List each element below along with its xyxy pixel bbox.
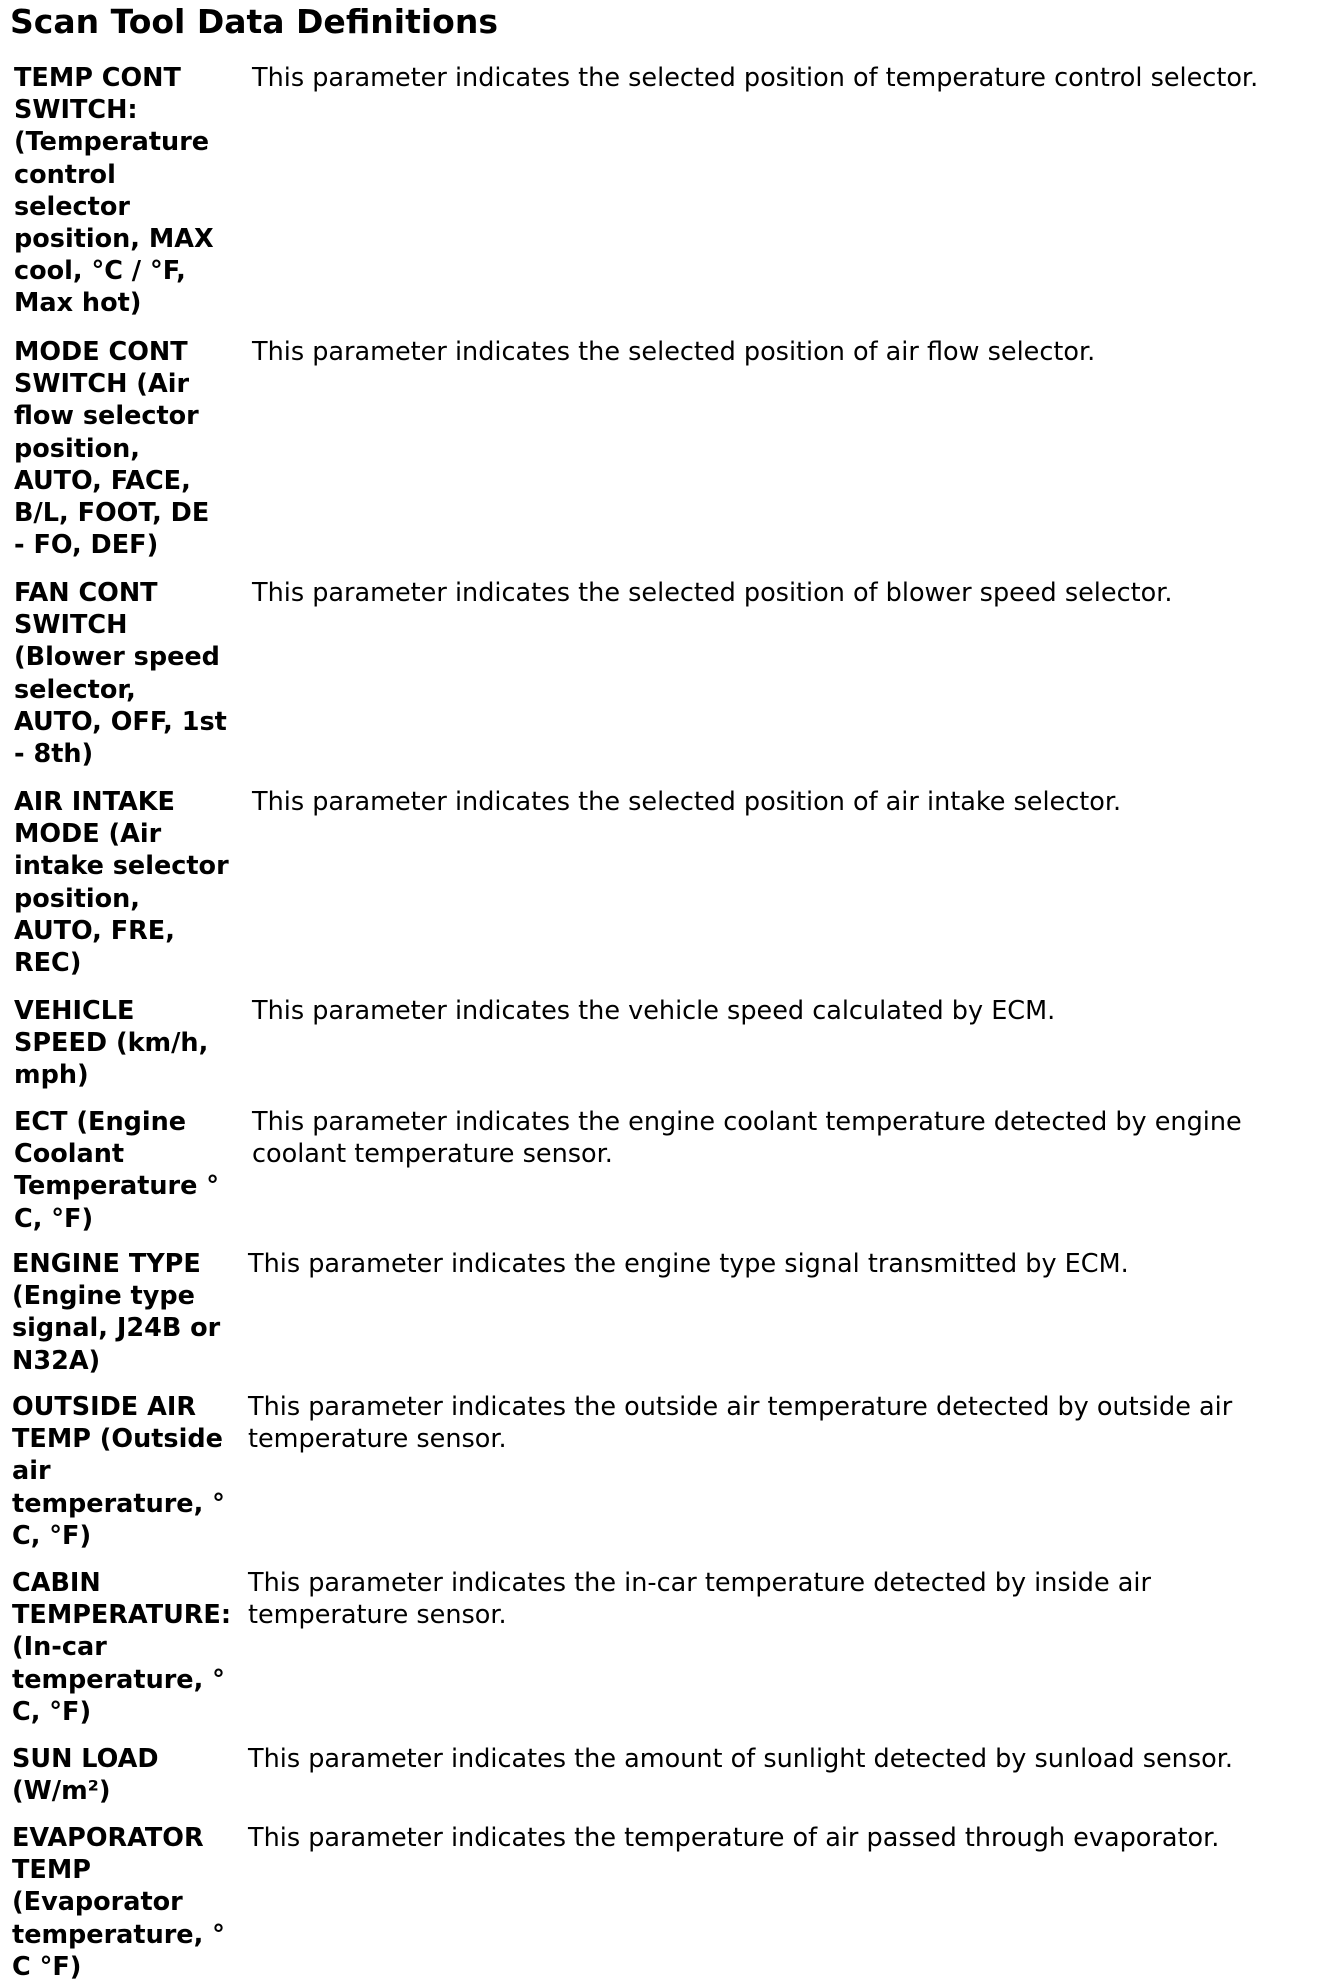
term-description: This parameter indicates the selected position of air flow selector. — [252, 337, 1096, 367]
term-description: This parameter indicates the selected position of air intake selector. — [252, 787, 1122, 817]
term-label: ENGINE TYPE (Engine type signal, J24B or N32A) — [12, 1249, 221, 1376]
term-label: EVAPORATOR TEMP (Evaporator temperature, ° C °F) — [12, 1823, 225, 1982]
term-description: This parameter indicates the vehicle speed calculated by ECM. — [252, 996, 1056, 1026]
term-label: AIR INTAKE MODE (Air intake selector position, AUTO, FRE, REC) — [14, 787, 229, 979]
term-description: This parameter indicates the selected position of blower speed selector. — [252, 578, 1173, 608]
term-label: OUTSIDE AIR TEMP (Outside air temperature, ° C, °F) — [12, 1392, 225, 1551]
term-label: SUN LOAD (W/m²) — [12, 1744, 159, 1807]
term-description: This parameter indicates the temperature of air passed through evaporator. — [248, 1823, 1220, 1853]
term-label: VEHICLE SPEED (km/h, mph) — [14, 996, 209, 1091]
term-description: This parameter indicates the in-car temperature detected by inside air temperature sensor. — [248, 1568, 1151, 1631]
page-title: Scan Tool Data Definitions — [10, 2, 498, 41]
term-label: TEMP CONT SWITCH: (Temperature control selector position, MAX cool, °C / °F, Max hot) — [14, 63, 214, 319]
term-label: CABIN TEMPERATURE: (In-car temperature, ° C, °F) — [12, 1568, 232, 1727]
term-label: MODE CONT SWITCH (Air flow selector position, AUTO, FACE, B/L, FOOT, DE - FO, DEF) — [14, 337, 210, 561]
term-description: This parameter indicates the engine type signal transmitted by ECM. — [248, 1249, 1129, 1279]
term-label: ECT (Engine Coolant Temperature ° C, °F) — [14, 1107, 220, 1234]
term-description: This parameter indicates the outside air temperature detected by outside air temperature sensor. — [248, 1392, 1233, 1455]
term-description: This parameter indicates the engine coolant temperature detected by engine coolant temperature sensor. — [252, 1107, 1242, 1170]
term-description: This parameter indicates the amount of sunlight detected by sunload sensor. — [248, 1744, 1233, 1774]
term-label: FAN CONT SWITCH (Blower speed selector, AUTO, OFF, 1st - 8th) — [14, 578, 227, 770]
term-description: This parameter indicates the selected position of temperature control selector. — [252, 63, 1259, 93]
